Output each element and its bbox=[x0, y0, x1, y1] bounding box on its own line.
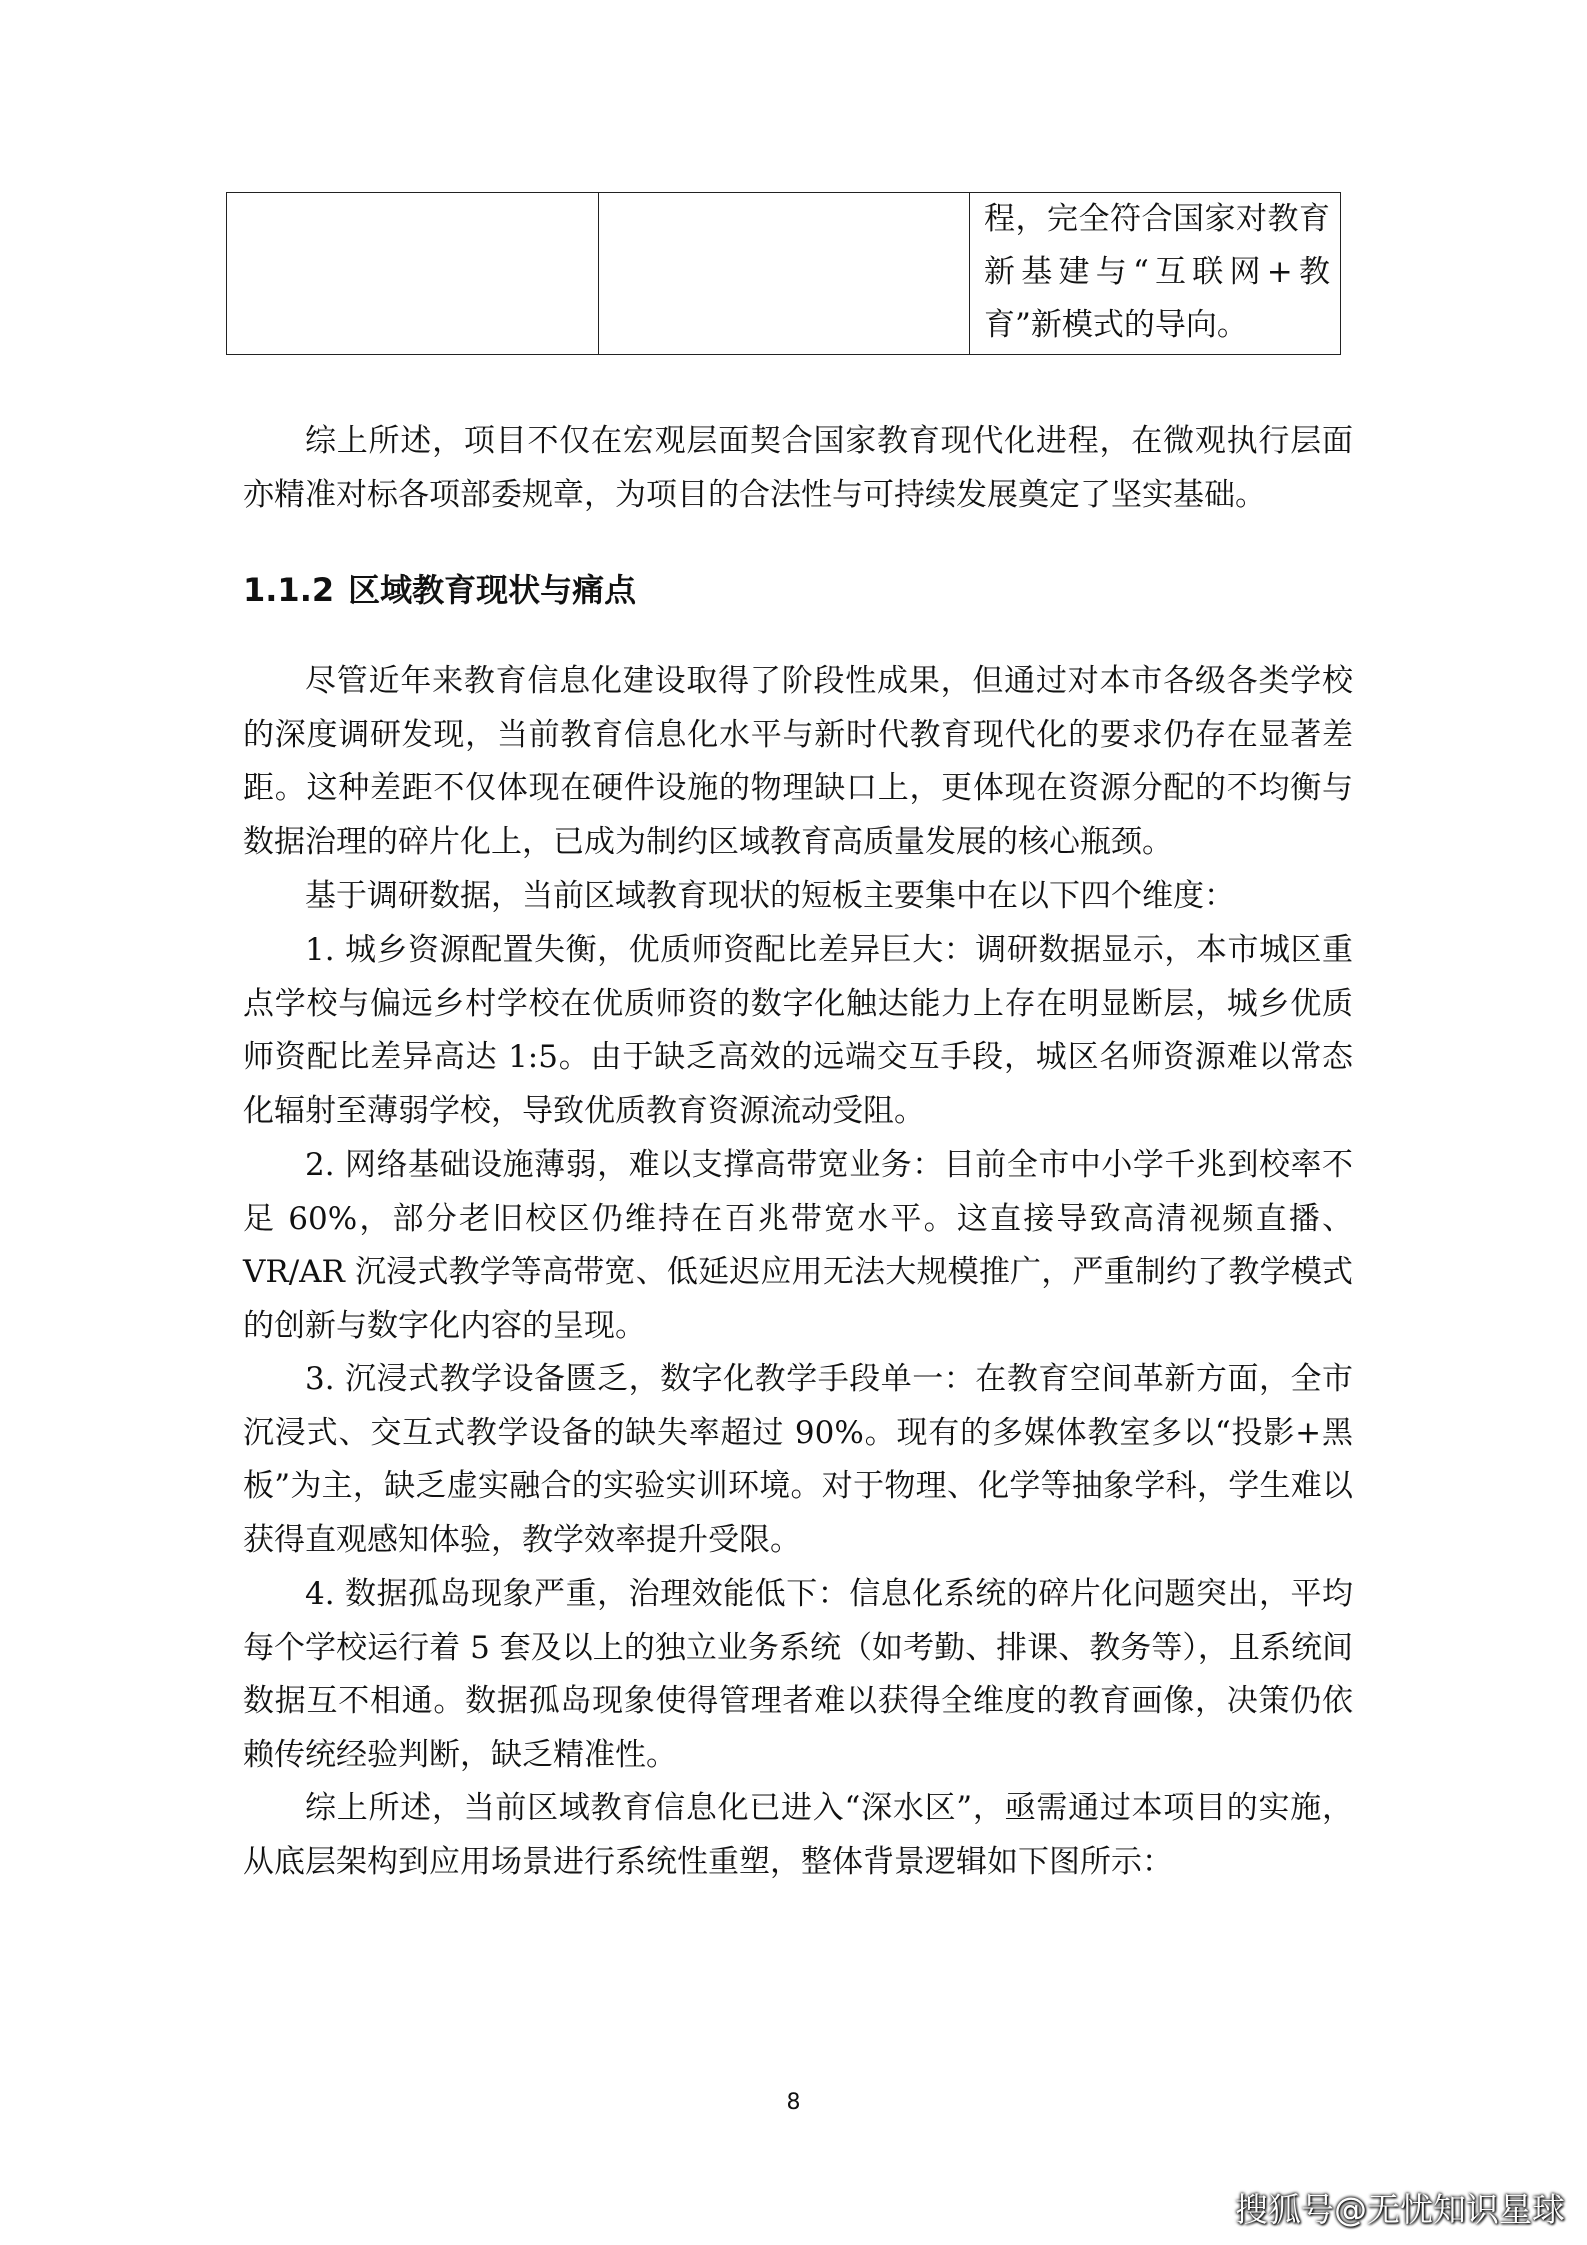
list-item-4: 4. 数据孤岛现象严重，治理效能低下：信息化系统的碎片化问题突出，平均每个学校运行着 5 套及以上的独立业务系统（如考勤、排课、教务等），且系统间数据互不相通。数据孤岛现象使得管理者难以获得全维度的教育画像，决策仍依赖传统经验判断，缺乏精准性。 bbox=[243, 1576, 1353, 1773]
table-cell-empty bbox=[599, 193, 970, 355]
table-cell-empty bbox=[227, 193, 599, 355]
body-paragraph: 基于调研数据，当前区域教育现状的短板主要集中在以下四个维度： bbox=[305, 878, 1235, 914]
continued-table bbox=[226, 192, 1341, 355]
table-cell-content: 程，完全符合国家对教育新基建与“互联网+教育”新模式的导向。 bbox=[984, 201, 1330, 343]
table-cell-text bbox=[970, 193, 1341, 355]
page-number: 8 bbox=[786, 2090, 801, 2115]
summary-paragraph: 综上所述，项目不仅在宏观层面契合国家教育现代化进程，在微观执行层面亦精准对标各项部委规章，为项目的合法性与可持续发展奠定了坚实基础。 bbox=[243, 423, 1353, 513]
list-item-3: 3. 沉浸式教学设备匮乏，数字化教学手段单一：在教育空间革新方面，全市沉浸式、交互式教学设备的缺失率超过 90%。现有的多媒体教室多以“投影+黑板”为主，缺乏虚实融合的实验实训环境。对于物理、化学等抽象学科，学生难以获得直观感知体验，教学效率提升受限。 bbox=[243, 1361, 1353, 1558]
conclusion-paragraph: 综上所述，当前区域教育信息化已进入“深水区”，亟需通过本项目的实施，从底层架构到应用场景进行系统性重塑，整体背景逻辑如下图所示： bbox=[243, 1790, 1353, 1880]
list-item-1: 1. 城乡资源配置失衡，优质师资配比差异巨大：调研数据显示，本市城区重点学校与偏远乡村学校在优质师资的数字化触达能力上存在明显断层，城乡优质师资配比差异高达 1:5。由于缺乏高效的远端交互手段，城区名师资源难以常态化辐射至薄弱学校，导致优质教育资源流动受阻。 bbox=[243, 932, 1353, 1129]
list-item-2: 2. 网络基础设施薄弱，难以支撑高带宽业务：目前全市中小学千兆到校率不足 60%，部分老旧校区仍维持在百兆带宽水平。这直接导致高清视频直播、VR/AR 沉浸式教学等高带宽、低延迟应用无法大规模推广，严重制约了教学模式的创新与数字化内容的呈现。 bbox=[243, 1147, 1353, 1344]
section-number: 1.1.2 bbox=[243, 571, 335, 609]
watermark-text: 搜狐号@无忧知识星球 bbox=[1235, 2190, 1565, 2229]
section-heading bbox=[243, 560, 636, 620]
table-row bbox=[227, 193, 1341, 355]
section-title: 区域教育现状与痛点 bbox=[348, 571, 637, 609]
body-paragraph: 尽管近年来教育信息化建设取得了阶段性成果，但通过对本市各级各类学校的深度调研发现，当前教育信息化水平与新时代教育现代化的要求仍存在显著差距。这种差距不仅体现在硬件设施的物理缺口上，更体现在资源分配的不均衡与数据治理的碎片化上，已成为制约区域教育高质量发展的核心瓶颈。 bbox=[243, 663, 1353, 860]
